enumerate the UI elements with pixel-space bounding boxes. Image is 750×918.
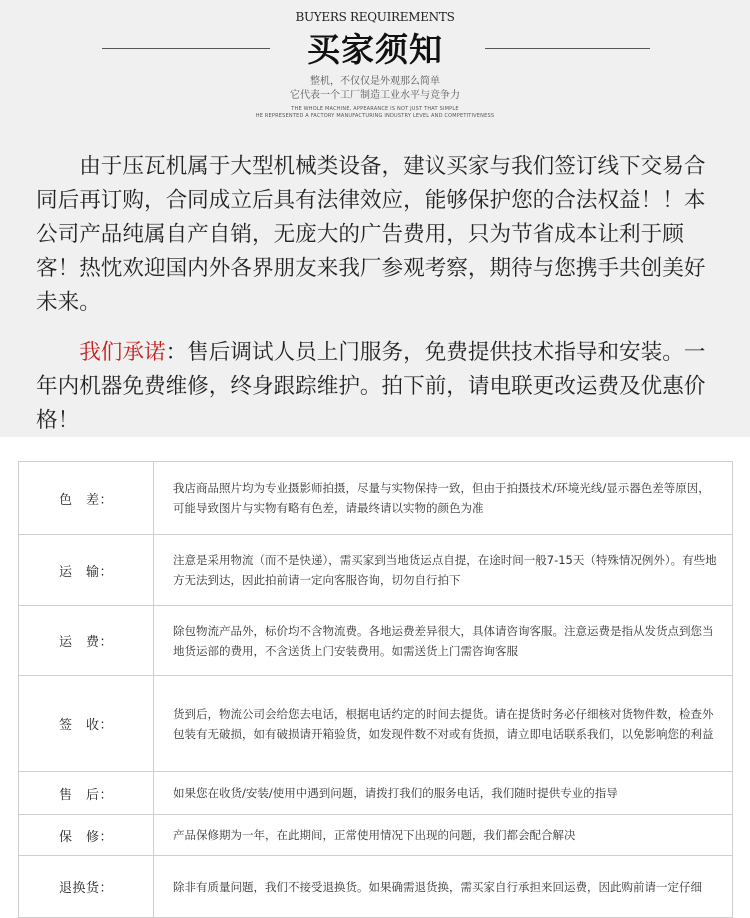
row-text-shipping-fee: 除包物流产品外，标价均不含物流费。各地运费差异很大，具体请咨询客服。注意运费是指从发货点到您当地货运部的费用，不含送货上门安装费用。如需送货上门需咨询客服 [154,606,733,676]
intro-paragraph: 由于压瓦机属于大型机械类设备，建议买家与我们签订线下交易合同后再订购，合同成立后具有法律效应，能够保护您的合法权益！！本公司产品纯属自产自销，无庞大的广告费用，只为节省成本让利于顾客！热忱欢迎国内外各界朋友来我厂参观考察，期待与您携手共创美好未来。 [36,154,706,315]
subtitle-line-2: 它代表一个工厂制造工业水平与竞争力 [290,90,460,101]
row-label-warranty: 保 修： [19,815,154,856]
table-row [19,606,733,676]
table-row [19,772,733,815]
row-text-returns: 除非有质量问题，我们不接受退换货。如果确需退货换，需买家自行承担来回运费，因此购前请一定仔细 [154,856,733,918]
table-row [19,856,733,918]
requirements-table [18,461,733,918]
row-label-shipping-fee: 运 费： [19,606,154,676]
table-row [19,462,733,535]
row-label-after-sales: 售 后： [19,772,154,815]
row-text-sign-for: 货到后，物流公司会给您去电话，根据电话约定的时间去提货。请在提货时务必仔细核对货物件数，检查外包装有无破损，如有破损请开箱验货，如发现件数不对或有货损，请立即电话联系我们，以免影响您的利益 [154,676,733,772]
row-label-sign-for: 签 收： [19,676,154,772]
table-row [19,535,733,606]
row-label-returns: 退换货： [19,856,154,918]
subtitle-line-1: 整机，不仅仅是外观那么简单 [310,76,440,87]
row-text-warranty: 产品保修期为一年，在此期间，正常使用情况下出现的问题，我们都会配合解决 [154,815,733,856]
promise-text: ：售后调试人员上门服务，免费提供技术指导和安装。一年内机器免费维修，终身跟踪维护。拍下前，请电联更改运费及优惠价格！ [36,340,706,433]
row-text-color-difference: 我店商品照片均为专业摄影师拍摄，尽量与实物保持一致，但由于拍摄技术/环境光线/显示器色差等原因，可能导致图片与实物有略有色差，请最终请以实物的颜色为准 [154,462,733,535]
promise-paragraph [36,336,726,438]
english-subtitle-line-1: THE WHOLE MACHINE, APPEARANCE IS NOT JUST THAT SIMPLE [291,106,459,112]
table-row [19,815,733,856]
promise-label: 我们承诺 [79,340,166,365]
row-label-color-difference: 色 差： [19,462,154,535]
page-title: 买家须知 [307,30,443,69]
english-title: BUYERS REQUIREMENTS [295,10,455,24]
row-text-after-sales: 如果您在收货/安装/使用中遇到问题，请拨打我们的服务电话，我们随时提供专业的指导 [154,772,733,815]
english-subtitle-line-2: HE REPRESENTED A FACTORY MANUFACTURING INDUSTRY LEVEL AND COMPETITIVENESS [255,113,495,119]
table-row [19,676,733,772]
row-text-transport: 注意是采用物流（而不是快递），需买家到当地货运点自提，在途时间一般7-15天（特殊情况例外）。有些地方无法到达，因此拍前请一定向客服咨询，切勿自行拍下 [154,535,733,606]
row-label-transport: 运 输： [19,535,154,606]
